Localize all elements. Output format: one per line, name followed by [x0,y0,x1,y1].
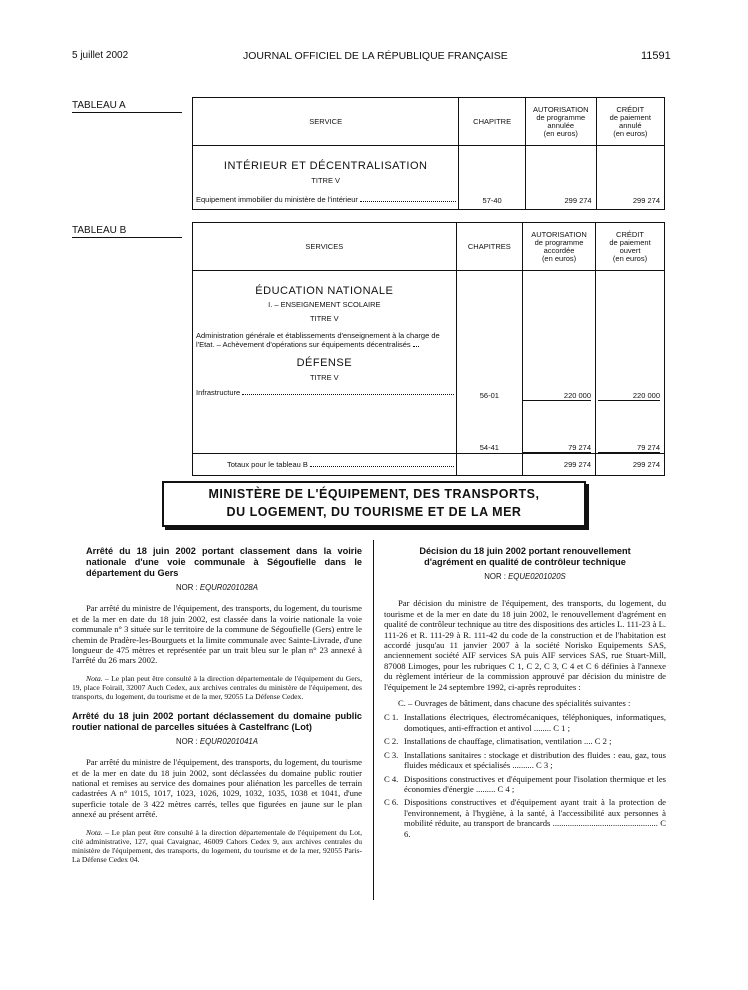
tableau-b-sub-enseignement: I. – ENSEIGNEMENT SCOLAIRE [268,300,381,309]
arrete-1-nota: Nota. – Le plan peut être consulté à la direction départementale de l'équipement du Gers, 19, place Foirail, 32007 Auch Cedex, aux archives centrales du ministère de l'équipement, des transports, du logement, du tourisme et de la mer, 92055 La Défense Cedex. [72,673,362,701]
tableau-b-total-label: Totaux pour le tableau B [193,460,456,469]
rubrique-c3: C 3. Installations sanitaires : stockage et distribution des fluides : eau, gaz, tous fluides médicaux et spécialisés .......... C 3 ; [384,749,666,771]
tableau-a-row-chapitre: 57-40 [482,196,502,205]
arrete-2-nor: NOR : EQUR0201041A [176,736,258,746]
decision-body: Par décision du ministre de l'équipement, des transports, du logement, du tourisme et de la mer en date du 18 juin 2002, le renouvellement d'agrément en qualité de contrôleur technique au titre des dispositions des articles L. 111-23 à L. 111-26 et R. 111-29 à R. 111-42 du code de la construction et de l'habitation est accordé jusqu'au 11 janvier 2007 à la société Norisko Equipements SAS, anciennement société AIF services SA puis AIF services SAS, rue Stuart-Mill, 87008 Limoges, pour les rubriques C 1, C 2, C 3, C 4 et C 6 définies à l'annexe du règlement intérieur de la commission approuvé par décision du ministre de l'équipement le 24 septembre 1992, ci-après reproduites : [384,598,666,692]
tableau-a-col-autorisation: AUTORISATION de programme annulée (en euros) [525,98,596,146]
tableau-b-titre-1: TITRE V [309,314,339,323]
tableau-a-col-credit: CRÉDIT de paiement annulé (en euros) [596,98,664,146]
tableau-a-titre: TITRE V [311,176,341,185]
tableau-b-row2-label: Infrastructure [193,388,456,397]
rubrique-c1: C 1. Installations électriques, électromécaniques, téléphoniques, informatiques, domotiques, anti-effraction et antivol ........ C 1 ; [384,712,666,733]
arrete-2-nota: Nota. – Le plan peut être consulté à la direction départementale de l'équipement du Lot, cité administrative, 127, quai Cavaignac, 46009 Cahors Cedex 9, aux archives centrales du ministère de l'équipement, des transports, du logement, du tourisme et de la mer, 92055 Paris-La Défense Cedex 04. [72,827,362,864]
tableau-b-col-autorisation: AUTORISATION de programme accordée (en euros) [523,223,596,271]
arrete-1-body: Par arrêté du ministre de l'équipement, des transports, du logement, du tourisme et de la mer en date du 18 juin 2002, est classée dans la voirie nationale la voie communale n° 3 située sur le territoire de la commune de Ségoufielle (Gers) entre le chemin de Pradère-les-Bourguets et la limite communale avec Sainte-Livrade, d'une longueur de 475 mètres et représentée par un trait bleu sur le plan n° 23 annexé à l'arrêté du 26 mars 2002. [72,603,362,666]
tableau-a-col-chapitre: CHAPITRE [459,98,526,146]
rubriques-list [384,712,666,838]
rubrique-c4: C 4. Dispositions constructives et d'équipement pour l'isolation thermique et les économies d'énergie ......... C 4 ; [384,773,666,794]
rubrique-c2: C 2. Installations de chauffage, climatisation, ventilation .... C 2 ; [384,736,612,747]
tableau-a-row-label: Equipement immobilier du ministère de l'intérieur [193,195,458,204]
tableau-b-titre-2: TITRE V [309,373,339,382]
tableau-b-underline [72,237,182,238]
tableau-b-total-autorisation: 299 274 [563,460,592,469]
tableau-a-row-autorisation: 299 274 [564,196,592,205]
arrete-2-body: Par arrêté du ministre de l'équipement, des transports, du logement, du tourisme et de la mer en date du 18 juin 2002, sont déclassées du domaine public routier national et remises au service des domaines pour aliénation les parcelles de terrain cadastrées A n° 1015, 1017, 1023, 1026, 1029, 1032, 1035, 1038 et 1041, d'une superficie totale de 3 422 mètres carrés, telles que figurées en jaune sur le plan annexé au présent arrêté. [72,757,362,820]
ministry-banner-line-1: MINISTÈRE DE L'ÉQUIPEMENT, DES TRANSPORTS, [208,487,540,501]
tableau-b-row1-autorisation: 220 000 [523,391,591,401]
tableau-a-body-service [193,146,459,210]
tableau-b-row2-autorisation: 79 274 [523,443,591,453]
tableau-a-label: TABLEAU A [72,100,126,111]
page-date: 5 juillet 2002 [72,50,129,61]
page-number: 11591 [641,50,671,62]
tableau-b-section-education: ÉDUCATION NATIONALE [255,285,394,297]
tableau-b-row1-label-b: l'Etat. – Achèvement d'opérations sur équipements décentralisés [193,340,456,349]
tableau-b-row2-credit: 79 274 [598,443,660,453]
tableau-a-row-credit: 299 274 [632,196,660,205]
tableau-b-col-service: SERVICES [193,223,457,271]
decision-c-intro: C. – Ouvrages de bâtiment, dans chacune des spécialités suivantes : [398,698,631,709]
tableau-b-total-credit: 299 274 [632,460,660,469]
tableau-b-col-chapitre: CHAPITRES [456,223,522,271]
tableau-a [192,97,665,210]
tableau-b [192,222,665,476]
tableau-b-col-credit: CRÉDIT de paiement ouvert (en euros) [596,223,665,271]
ministry-banner-line-2: DU LOGEMENT, DU TOURISME ET DE LA MER [226,505,522,519]
arrete-1-nor: NOR : EQUR0201028A [176,583,258,592]
ministry-banner [162,481,586,527]
arrete-1-title: Arrêté du 18 juin 2002 portant classement dans la voirie nationale d'une voie communale à Ségoufielle dans le département du Gers [86,546,362,578]
tableau-a-section: INTÉRIEUR ET DÉCENTRALISATION [223,160,428,172]
tableau-b-body-service [193,271,457,454]
tableau-a-col-service: SERVICE [193,98,459,146]
tableau-a-underline [72,112,182,113]
column-divider [373,540,374,900]
tableau-b-row1-label-a: Administration générale et établissements d'enseignement à la charge de [196,331,440,340]
tableau-b-row1-chapitre: 56-01 [479,391,499,400]
tableau-b-section-defense: DÉFENSE [296,357,353,369]
journal-title: JOURNAL OFFICIEL DE LA RÉPUBLIQUE FRANÇAISE [243,50,508,62]
tableau-b-label: TABLEAU B [72,225,127,236]
tableau-b-row1-credit: 220 000 [598,391,660,401]
arrete-2-title: Arrêté du 18 juin 2002 portant déclassement du domaine public routier national de parcelles situées à Castelfranc (Lot) [72,710,362,732]
rubrique-c6: C 6. Dispositions constructives et d'équipement ayant trait à la protection de l'environnement, à l'hygiène, à la santé, à l'accessibilité aux personnes à mobilité réduite, au transport de brancards ................................................. C 6. [384,797,666,839]
decision-title: Décision du 18 juin 2002 portant renouvellement d'agrément en qualité de contrôleur technique [419,546,631,567]
decision-nor: NOR : EQUE0201020S [484,572,566,581]
left-column [72,546,362,864]
tableau-b-row2-chapitre: 54-41 [479,443,499,452]
right-column [384,546,666,839]
